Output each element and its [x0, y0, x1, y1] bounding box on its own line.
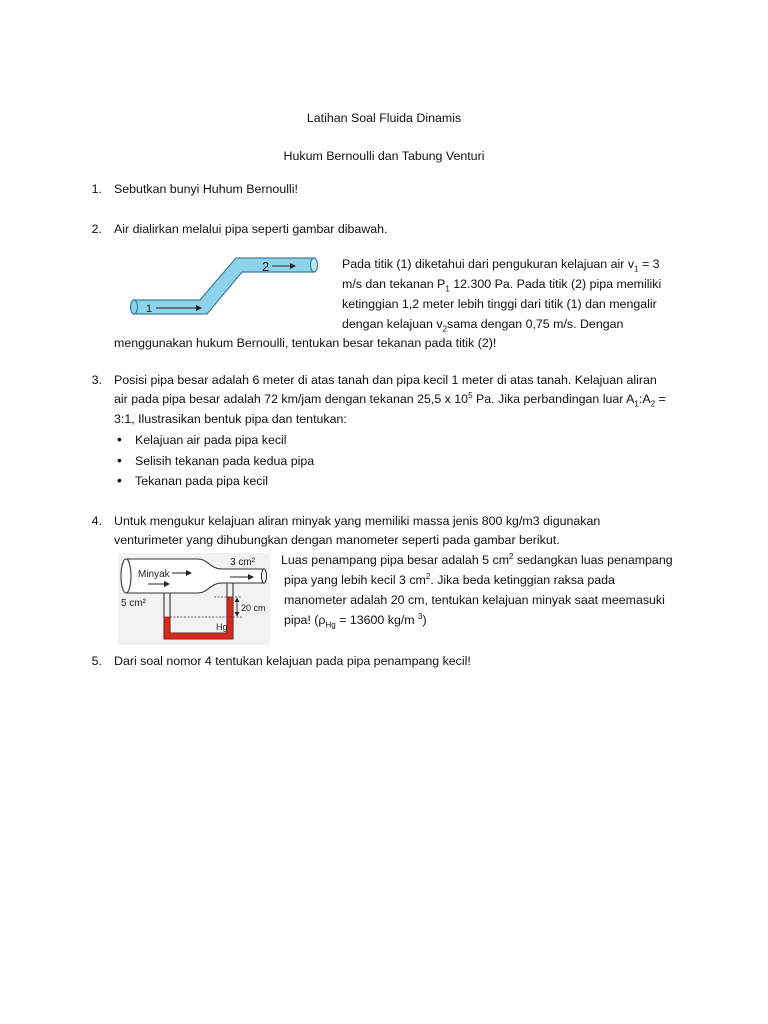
- q4-line3-tail: sedangkan luas penampang: [513, 553, 673, 567]
- question-4-line-5: manometer adalah 20 cm, tentukan kelajuan minyak saat meemasuki: [284, 593, 665, 607]
- v2-subscript: 2: [442, 324, 448, 334]
- question-4-line-4: [284, 572, 615, 588]
- question-1-number: 1.: [91, 182, 102, 196]
- q4-line6-mid: = 13600 kg/m: [335, 613, 419, 627]
- point-1-label: 1: [146, 303, 153, 315]
- pipe-diagram: [112, 252, 332, 332]
- question-2-line-4: [342, 316, 623, 332]
- question-2-number: 2.: [91, 222, 102, 236]
- question-5-number: 5.: [91, 654, 102, 668]
- q3-line2-colon: :A: [638, 392, 651, 406]
- question-5-text: Dari soal nomor 4 tentukan kelajuan pada pipa penampang kecil!: [114, 654, 471, 668]
- cm2-superscript: 2: [425, 571, 431, 581]
- question-2-line-5: menggunakan hukum Bernoulli, tentukan besar tekanan pada titik (2)!: [114, 336, 497, 350]
- bullet-icon: •: [117, 431, 122, 447]
- point-2-label: 2: [262, 259, 270, 274]
- question-3-line-2: [114, 391, 666, 407]
- a1-subscript: 1: [634, 399, 639, 409]
- q4-line3-text: Luas penampang pipa besar adalah 5 cm: [281, 553, 510, 567]
- q2-line4-text: dengan kelajuan v: [342, 317, 443, 331]
- q4-line4-text: pipa yang lebih kecil 3 cm: [284, 573, 426, 587]
- hg-label: Hg: [216, 622, 228, 632]
- question-2-intro: Air dialirkan melalui pipa seperti gambar dibawah.: [114, 222, 388, 236]
- v1-subscript: 1: [634, 264, 639, 274]
- q2-line4-tail: sama dengan 0,75 m/s. Dengan: [447, 317, 624, 331]
- pipe-inlet: [121, 559, 131, 593]
- q2-line2-text: m/s dan tekanan P: [342, 277, 446, 291]
- q4-line6-text: pipa! (ρ: [284, 613, 326, 627]
- venturimeter-diagram: [118, 553, 270, 645]
- q3-line2-text: air pada pipa besar adalah 72 km/jam dengan tekanan 25,5 x 10: [114, 392, 469, 406]
- question-4-line-3: [281, 552, 673, 568]
- m3-superscript: 3: [418, 611, 423, 621]
- document-subtitle: Hukum Bernoulli dan Tabung Venturi: [283, 149, 485, 163]
- question-4-line-6: [284, 612, 427, 628]
- cm2-superscript: 2: [509, 551, 514, 561]
- bullet-icon: •: [117, 452, 122, 468]
- hg-subscript: Hg: [325, 620, 336, 630]
- q2-line1-text: Pada titik (1) diketahui dari pengukuran kelajuan air v: [342, 257, 635, 271]
- question-3-bullet-2: Selisih tekanan pada kedua pipa: [135, 454, 315, 468]
- question-3-number: 3.: [91, 373, 102, 387]
- question-3-bullet-1: Kelajuan air pada pipa kecil: [135, 433, 287, 447]
- q3-line2-mid: Pa. Jika perbandingan luar A: [472, 392, 635, 406]
- q2-line2-tail: 12.300 Pa. Pada titik (2) pipa memiliki: [449, 277, 662, 291]
- pipe-left-end: [131, 300, 138, 314]
- document-title: Latihan Soal Fluida Dinamis: [306, 111, 462, 125]
- p1-subscript: 1: [445, 284, 450, 294]
- question-2-line-3: ketinggian 1,2 meter lebih tinggi dari titik (1) dan mengalir: [342, 297, 657, 311]
- exponent-5: 5: [468, 390, 473, 400]
- question-2-line-1: [342, 256, 660, 272]
- question-3-line-3: 3:1, Ilustrasikan bentuk pipa dan tentukan:: [114, 412, 347, 426]
- question-4-line-2: venturimeter yang dihubungkan dengan manometer seperti pada gambar berikut.: [114, 533, 560, 547]
- question-3-bullet-3: Tekanan pada pipa kecil: [135, 474, 268, 488]
- q4-line4-tail: . Jika beda ketinggian raksa pada: [430, 573, 615, 587]
- question-2-line-2: [342, 276, 661, 292]
- pipe-outlet: [262, 569, 267, 583]
- question-1-text: Sebutkan bunyi Huhum Bernoulli!: [114, 182, 298, 196]
- minyak-label: Minyak: [138, 569, 170, 580]
- question-3-line-1: Posisi pipa besar adalah 6 meter di atas tanah dan pipa kecil 1 meter di atas tanah. Kelajuan aliran: [114, 373, 657, 387]
- q2-line1-tail: = 3: [638, 257, 660, 271]
- q4-line6-tail: ): [422, 613, 427, 627]
- area-big-label: 5 cm²: [121, 598, 146, 609]
- q3-line2-tail: =: [655, 392, 666, 406]
- question-4-number: 4.: [91, 514, 102, 528]
- a2-subscript: 2: [650, 399, 656, 409]
- pipe-right-end: [311, 258, 318, 272]
- height-label: 20 cm: [241, 603, 266, 613]
- area-small-label: 3 cm²: [230, 557, 255, 568]
- bullet-icon: •: [117, 472, 122, 488]
- question-4-line-1: Untuk mengukur kelajuan aliran minyak yang memiliki massa jenis 800 kg/m3 digunakan: [114, 514, 601, 528]
